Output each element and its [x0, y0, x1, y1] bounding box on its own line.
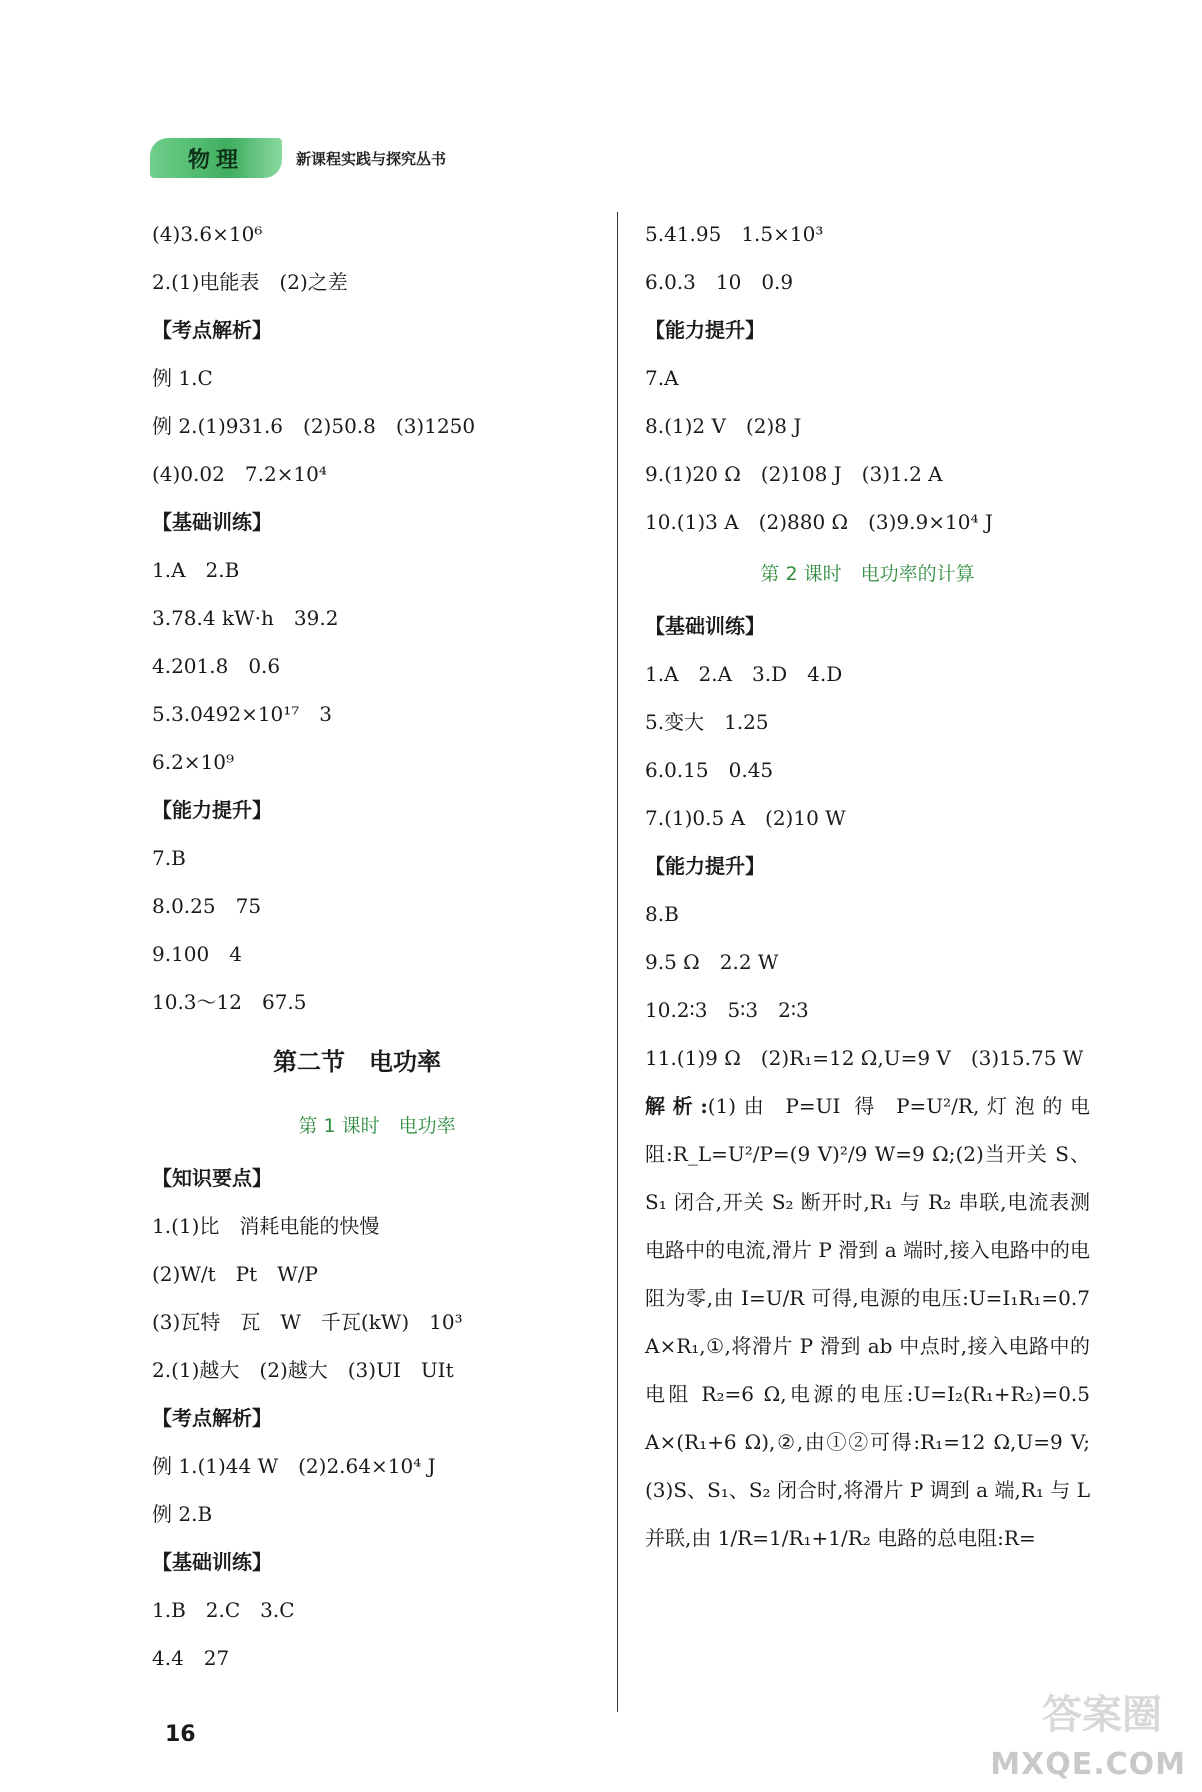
left_column-line: 10.3～12 67.5 [152, 990, 307, 1014]
right_column-heading: 【能力提升】 [645, 854, 765, 878]
watermark-logo: 答案圈 [1042, 1692, 1162, 1738]
right_column-line: 1.A 2.A 3.D 4.D [645, 662, 843, 686]
left_column-line: (3)瓦特 瓦 W 千瓦(kW) 10³ [152, 1310, 463, 1334]
left_column-line: (4)0.02 7.2×10⁴ [152, 462, 327, 486]
analysis-paragraph [645, 1082, 1090, 1562]
right_column-line: 8.B [645, 902, 679, 926]
left_column-line: 8.0.25 75 [152, 894, 262, 918]
right_column-lesson: 第 2 课时 电功率的计算 [760, 563, 975, 585]
left_column-lesson: 第 1 课时 电功率 [298, 1115, 456, 1137]
left_column-heading: 【基础训练】 [152, 510, 272, 534]
left_column-line: 例 2.B [152, 1502, 213, 1526]
left_column-heading: 【考点解析】 [152, 1406, 272, 1430]
left_column-line: 3.78.4 kW·h 39.2 [152, 606, 339, 630]
right_column-heading: 【能力提升】 [645, 318, 765, 342]
left_column-line: 5.3.0492×10¹⁷ 3 [152, 702, 333, 726]
left_column-line: 1.B 2.C 3.C [152, 1598, 295, 1622]
right_column-line: 10.2∶3 5∶3 2∶3 [645, 998, 809, 1022]
subject-label: 物理 [187, 147, 244, 173]
left_column-line: 9.100 4 [152, 942, 242, 966]
right-column [645, 210, 1090, 1562]
left_column-line: (4)3.6×10⁶ [152, 222, 263, 246]
left_column-heading: 【知识要点】 [152, 1166, 272, 1190]
right_column-line: 5.变大 1.25 [645, 710, 769, 734]
subject-badge [150, 138, 282, 178]
page-number: 16 [165, 1722, 196, 1747]
left-column [152, 210, 602, 1682]
left_column-heading: 【考点解析】 [152, 318, 272, 342]
left_column-line: 1.A 2.B [152, 558, 240, 582]
left_column-section: 第二节 电功率 [273, 1048, 441, 1076]
left_column-line: (2)W/t Pt W/P [152, 1262, 318, 1286]
left_column-heading: 【能力提升】 [152, 798, 272, 822]
left_column-line: 例 1.C [152, 366, 213, 390]
right_column-heading: 【基础训练】 [645, 614, 765, 638]
left_column-line: 4.201.8 0.6 [152, 654, 281, 678]
right_column-line: 6.0.3 10 0.9 [645, 270, 794, 294]
right_column-line: 7.(1)0.5 A (2)10 W [645, 806, 846, 830]
left_column-line: 例 1.(1)44 W (2)2.64×10⁴ J [152, 1454, 436, 1478]
right_column-line: 8.(1)2 V (2)8 J [645, 414, 802, 438]
series-title: 新课程实践与探究丛书 [296, 150, 447, 168]
right_column-line: 10.(1)3 A (2)880 Ω (3)9.9×10⁴ J [645, 510, 993, 534]
left_column-line: 2.(1)越大 (2)越大 (3)UI UIt [152, 1358, 454, 1382]
right-column-lines [645, 210, 1090, 1082]
left_column-line: 7.B [152, 846, 186, 870]
right_column-line: 9.(1)20 Ω (2)108 J (3)1.2 A [645, 462, 943, 486]
left_column-line: 4.4 27 [152, 1646, 230, 1670]
column-divider [617, 212, 618, 1712]
left_column-line: 例 2.(1)931.6 (2)50.8 (3)1250 [152, 414, 476, 438]
right_column-line: 7.A [645, 366, 679, 390]
right_column-line: 5.41.95 1.5×10³ [645, 222, 824, 246]
left_column-line: 6.2×10⁹ [152, 750, 235, 774]
left_column-line: 1.(1)比 消耗电能的快慢 [152, 1214, 380, 1238]
analysis-label: 解析: [645, 1094, 708, 1118]
right_column-line: 9.5 Ω 2.2 W [645, 950, 779, 974]
right_column-line: 6.0.15 0.45 [645, 758, 774, 782]
right_column-line: 11.(1)9 Ω (2)R₁=12 Ω,U=9 V (3)15.75 W [645, 1046, 1084, 1070]
left_column-line: 2.(1)电能表 (2)之差 [152, 270, 348, 294]
left_column-heading: 【基础训练】 [152, 1550, 272, 1574]
analysis-text: (1)由 P=UI 得 P=U²/R,灯泡的电阻:R_L=U²/P=(9 V)²/9 W=9 Ω;(2)当开关 S、S₁ 闭合,开关 S₂ 断开时,R₁ 与 R₂ 串联,电流表测电路中的电流,滑片 P 滑到 a 端时,接入电路中的电阻为零,由 I=U/R 可得,电源的电压:U=I₁R₁=0.7 A×R₁,①,将滑片 P 滑到 ab 中点时,接入电路中的电阻 R₂=6 Ω,电源的电压:U=I₂(R₁+R₂)=0.5 A×(R₁+6 Ω),②,由①②可得:R₁=12 Ω,U=9 V;(3)S、S₁、S₂ 闭合时,将滑片 P 调到 a 端,R₁ 与 L 并联,由 1/R=1/R₁+1/R₂ 电路的总电阻:R= [645, 1094, 1090, 1550]
watermark-site: MXQE.COM [990, 1747, 1186, 1782]
